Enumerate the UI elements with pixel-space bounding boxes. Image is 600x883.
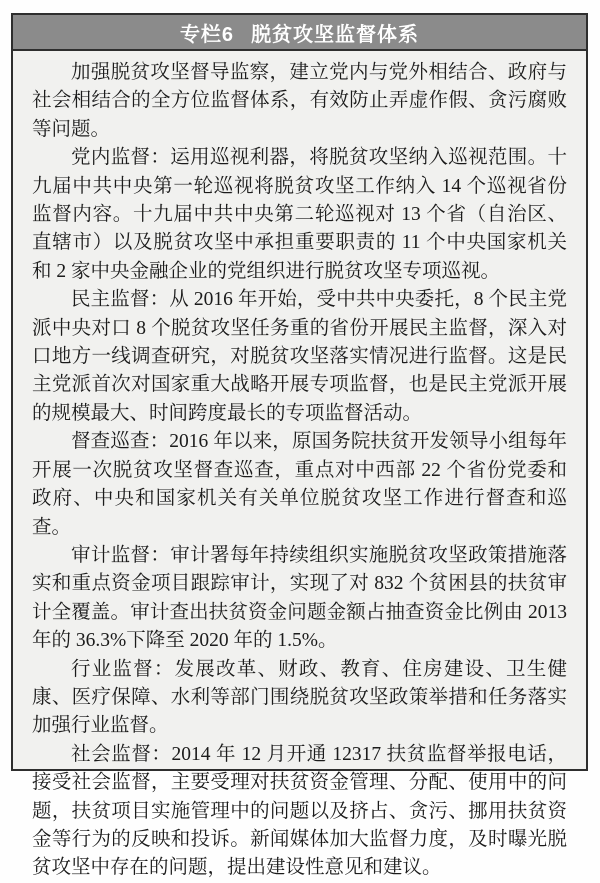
panel-box [11, 13, 588, 879]
paragraph-party-supervision: 党内监督：运用巡视利器，将脱贫攻坚纳入巡视范围。十九届中共中央第一轮巡视将脱贫攻坚工作纳入 14 个巡视省份监督内容。十九届中共中央第二轮巡视对 13 个省（自治区、直辖市）以及脱贫攻坚中承担重要职责的 11 个中央国家机关和 2 家中央金融企业的党组织进行脱贫攻坚专项巡视。 [32, 147, 567, 282]
panel-header [13, 15, 586, 51]
panel-title: 脱贫攻坚监督体系 [251, 23, 420, 46]
paragraph-public-supervision: 社会监督：2014 年 12 月开通 12317 扶贫监督举报电话，接受社会监督，主要受理对扶贫资金管理、分配、使用中的问题，扶贫项目实施管理中的问题以及挤占、贪污、挪用扶贫资金等行为的反映和投诉。新闻媒体加大监督力度，及时曝光脱贫攻坚中存在的问题，提出建设性意见和建议。 [32, 743, 567, 879]
paragraph-inspection-tours: 督查巡查：2016 年以来，原国务院扶贫开发领导小组每年开展一次脱贫攻坚督查巡查，重点对中西部 22 个省份党委和政府、中央和国家机关有关单位脱贫攻坚工作进行督查和巡查。 [32, 431, 567, 538]
paragraph-sector-supervision: 行业监督：发展改革、财政、教育、住房建设、卫生健康、医疗保障、水利等部门围绕脱贫攻坚政策举措和任务落实加强行业监督。 [32, 658, 567, 737]
paragraph-intro: 加强脱贫攻坚督导监察，建立党内与党外相结合、政府与社会相结合的全方位监督体系，有效防止弄虚作假、贪污腐败等问题。 [32, 62, 567, 140]
paragraph-audit-supervision: 审计监督：审计署每年持续组织实施脱贫攻坚政策措施落实和重点资金项目跟踪审计，实现了对 832 个贫困县的扶贫审计全覆盖。审计查出扶贫资金问题金额占抽查资金比例由 2013 年的 36.3%下降至 2020 年的 1.5%。 [32, 544, 567, 652]
panel-number: 专栏6 [179, 23, 235, 46]
paragraph-democratic-supervision: 民主监督：从 2016 年开始，受中共中央委托，8 个民主党派中央对口 8 个脱贫攻坚任务重的省份开展民主监督，深入对口地方一线调查研究，对脱贫攻坚落实情况进行监督。这是民主党派首次对国家重大战略开展专项监督，也是民主党派开展的规模最大、时间跨度最长的专项监督活动。 [32, 289, 567, 424]
panel-body [13, 51, 586, 883]
